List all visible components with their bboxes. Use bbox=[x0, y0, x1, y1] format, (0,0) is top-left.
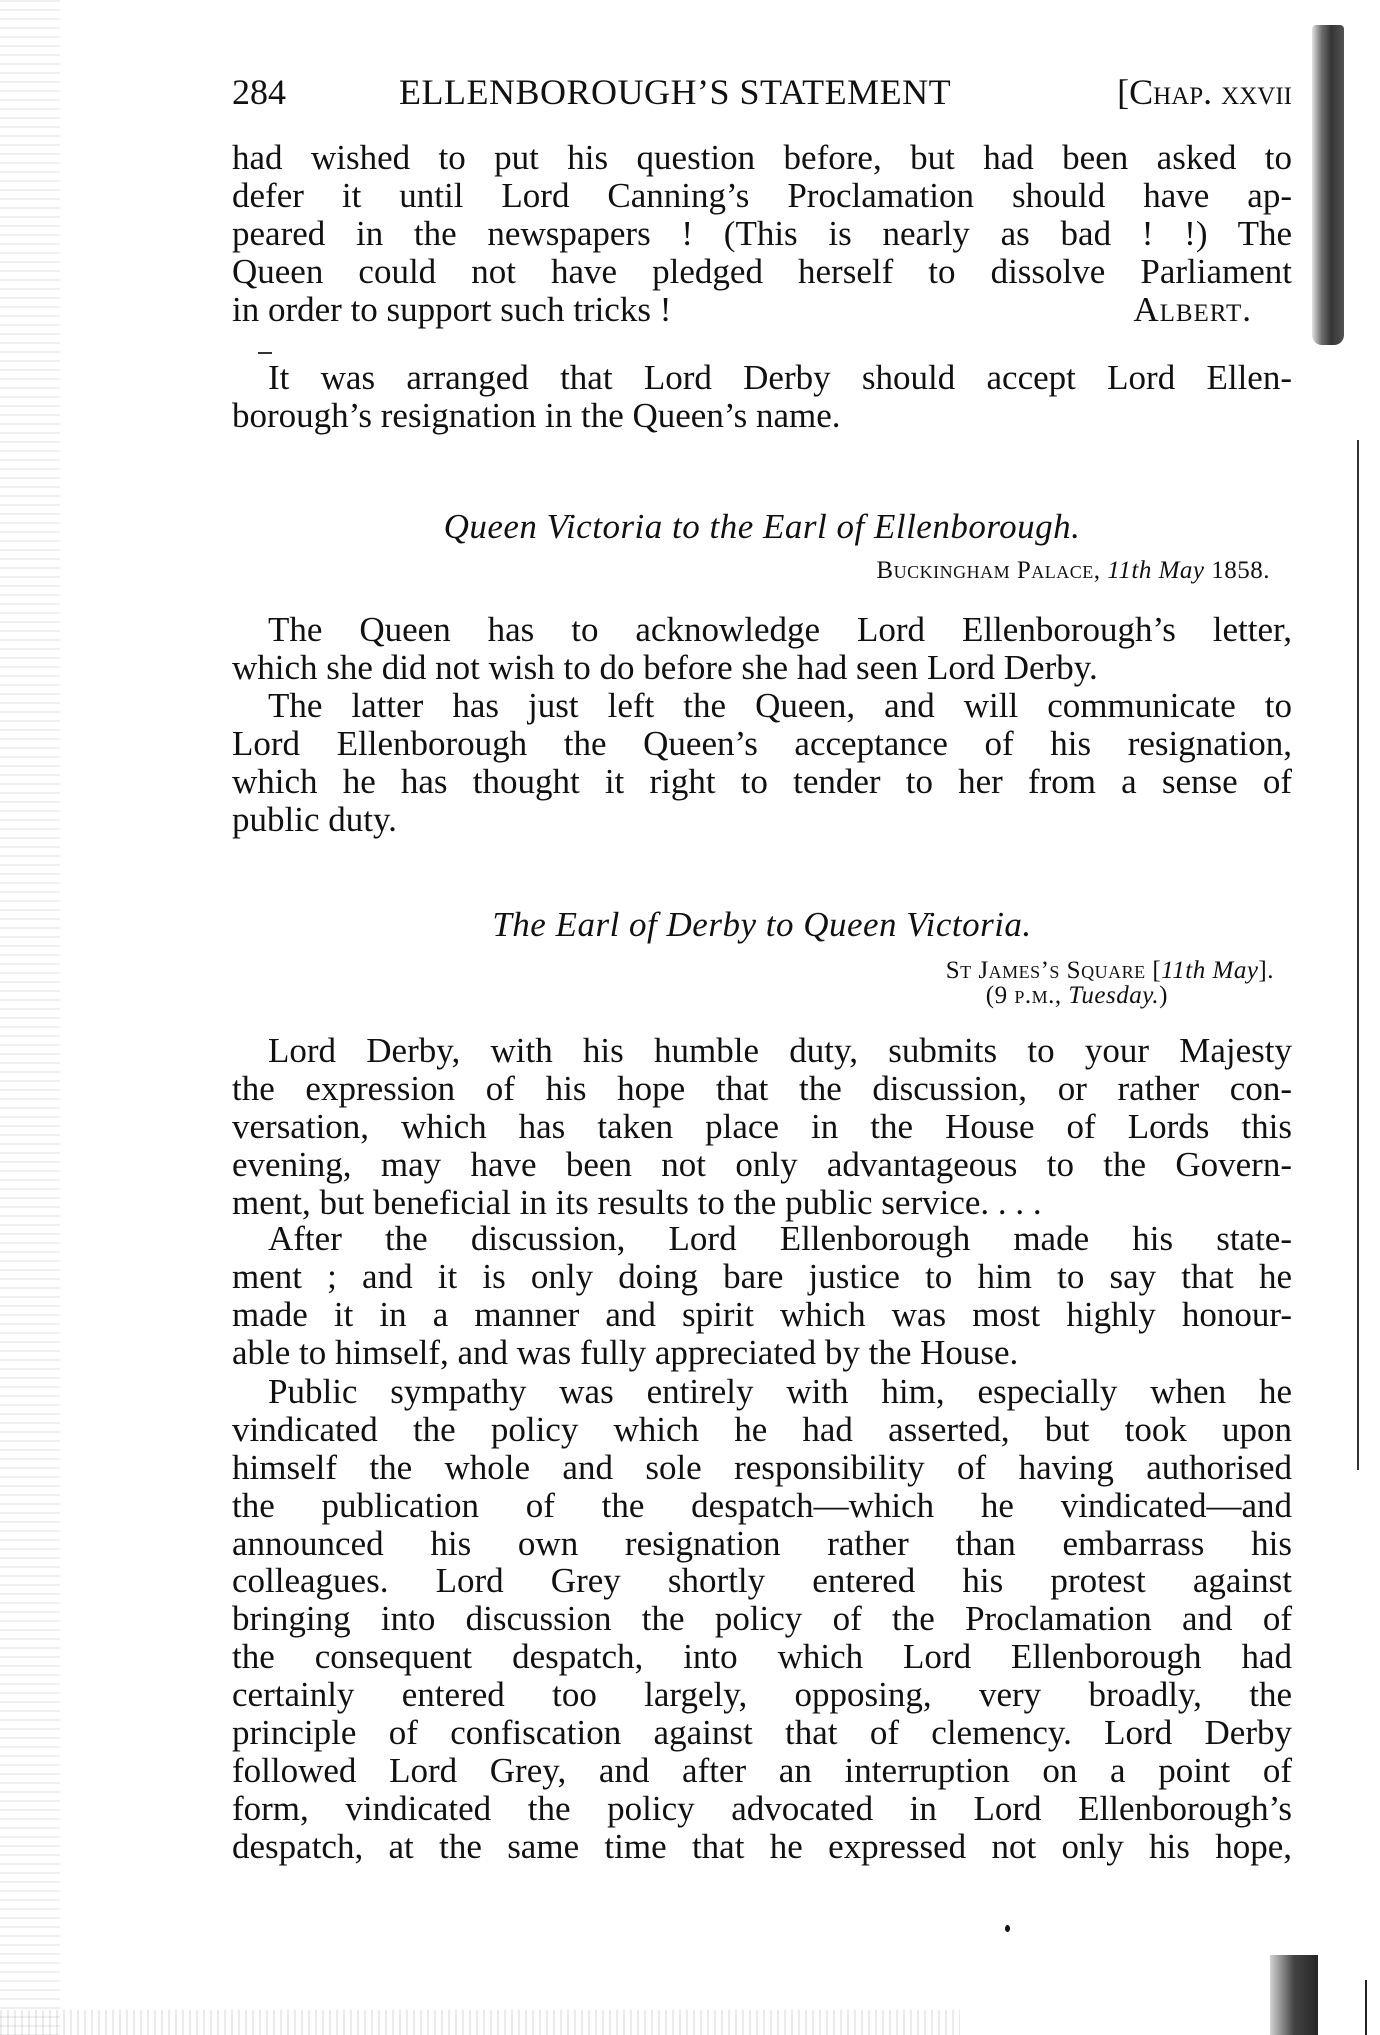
text-line: principle of confiscation against that of clemency. Lord Derby bbox=[232, 1713, 1292, 1753]
binding-shadow-top bbox=[1312, 25, 1344, 345]
text-line: public duty. bbox=[232, 799, 397, 839]
paragraph-arrangement bbox=[232, 359, 1292, 435]
dateline-weekday: Tuesday. bbox=[1068, 982, 1160, 1009]
text-line: After the discussion, Lord Ellenborough made his state- bbox=[268, 1219, 1292, 1258]
running-title: ELLENBOROUGH’S STATEMENT bbox=[399, 72, 952, 112]
text-line: which he has thought it right to tender to her from a sense of bbox=[232, 761, 1292, 801]
text-line-content: in order to support such tricks ! bbox=[232, 289, 672, 329]
text-line: colleagues. Lord Grey shortly entered his protest against bbox=[232, 1561, 1292, 1601]
text-line: Lord Derby, with his humble duty, submits to your Majesty bbox=[268, 1031, 1292, 1070]
dateline-time: (9 p.m., bbox=[985, 982, 1069, 1009]
dateline-time-close: ) bbox=[1159, 982, 1168, 1009]
dateline-place: St James’s Square [ bbox=[945, 957, 1162, 984]
text-line: despatch, at the same time that he expressed not only his hope, bbox=[232, 1826, 1292, 1866]
text-line: versation, which has taken place in the House of Lords this bbox=[232, 1106, 1292, 1146]
text-line: form, vindicated the policy advocated in Lord Ellenborough’s bbox=[232, 1788, 1292, 1828]
text-line: Queen could not have pledged herself to dissolve Parliament bbox=[232, 251, 1292, 291]
letter-heading: Queen Victoria to the Earl of Ellenborough. bbox=[443, 507, 1081, 546]
dateline-year: 1858. bbox=[1204, 557, 1270, 584]
text-line: the publication of the despatch—which he vindicated—and bbox=[232, 1485, 1292, 1525]
text-line: certainly entered too largely, opposing, very broadly, the bbox=[232, 1675, 1292, 1715]
text-line: which she did not wish to do before she had seen Lord Derby. bbox=[232, 647, 1098, 687]
dateline-month: May bbox=[1158, 557, 1205, 584]
paragraph-derby-letter-3 bbox=[232, 1373, 1292, 1866]
text-line: Public sympathy was entirely with him, especially when he bbox=[268, 1372, 1292, 1411]
binding-shadow-bottom bbox=[1270, 1955, 1318, 2035]
text-line: followed Lord Grey, and after an interruption on a point of bbox=[232, 1750, 1292, 1790]
paragraph-albert-note bbox=[232, 139, 1292, 328]
text-line: ment, but beneficial in its results to the public service. . . . bbox=[232, 1182, 1042, 1222]
dateline-place: Buckingham Palace, bbox=[876, 557, 1108, 584]
dateline-month: May bbox=[1212, 957, 1259, 984]
dateline-close: ]. bbox=[1258, 957, 1274, 984]
paragraph-derby-letter-1 bbox=[232, 1032, 1292, 1221]
text-line: the expression of his hope that the discussion, or rather con- bbox=[232, 1068, 1292, 1108]
paragraph-queen-letter-1 bbox=[232, 611, 1292, 687]
text-line: The latter has just left the Queen, and will communicate to bbox=[268, 686, 1292, 725]
paragraph-derby-letter-2 bbox=[232, 1220, 1292, 1372]
text-line: announced his own resignation rather than embarrass his bbox=[232, 1523, 1292, 1563]
page-number: 284 bbox=[232, 72, 286, 112]
dateline-day: 11th bbox=[1107, 557, 1152, 584]
text-line: evening, may have been not only advantageous to the Govern- bbox=[232, 1144, 1292, 1184]
paragraph-queen-letter-2 bbox=[232, 687, 1292, 839]
text-line: had wished to put his question before, but had been asked to bbox=[232, 138, 1292, 177]
text-line: made it in a manner and spirit which was most highly honour- bbox=[232, 1294, 1292, 1334]
text-line: It was arranged that Lord Derby should accept Lord Ellen- bbox=[268, 358, 1292, 397]
text-line: ment ; and it is only doing bare justice to him to say that he bbox=[232, 1256, 1292, 1296]
text-line: bringing into discussion the policy of the Proclamation and of bbox=[232, 1599, 1292, 1639]
ink-spot bbox=[1005, 1925, 1010, 1932]
text-line: defer it until Lord Canning’s Proclamation should have ap- bbox=[232, 175, 1292, 215]
page-edge-line-bottom bbox=[1365, 1980, 1367, 2035]
text-line: borough’s resignation in the Queen’s name. bbox=[232, 395, 841, 435]
ink-mark bbox=[258, 352, 272, 354]
dateline-day: 11th bbox=[1161, 957, 1206, 984]
text-line: himself the whole and sole responsibility of having authorised bbox=[232, 1447, 1292, 1487]
letter-dateline bbox=[876, 557, 1270, 585]
text-line bbox=[232, 291, 1292, 329]
signature: Albert. bbox=[1133, 289, 1252, 329]
page-edge-line bbox=[1357, 440, 1359, 1470]
letter-dateline-time bbox=[986, 982, 1168, 1010]
text-line: Lord Ellenborough the Queen’s acceptance of his resignation, bbox=[232, 723, 1292, 763]
text-line: peared in the newspapers ! (This is nearly as bad ! !) The bbox=[232, 213, 1292, 253]
chapter-label: [Chap. xxvii bbox=[1117, 72, 1292, 112]
running-header bbox=[232, 70, 1292, 114]
text-line: able to himself, and was fully appreciated by the House. bbox=[232, 1332, 1019, 1372]
text-line: vindicated the policy which he had asserted, but took upon bbox=[232, 1409, 1292, 1449]
letter-heading: The Earl of Derby to Queen Victoria. bbox=[492, 905, 1032, 944]
letter-dateline bbox=[946, 957, 1274, 985]
text-line: The Queen has to acknowledge Lord Ellenborough’s letter, bbox=[268, 610, 1292, 649]
scan-speckle-bottom bbox=[0, 2010, 960, 2035]
scan-speckle-left bbox=[0, 0, 60, 2035]
text-line: the consequent despatch, into which Lord Ellenborough had bbox=[232, 1637, 1292, 1677]
